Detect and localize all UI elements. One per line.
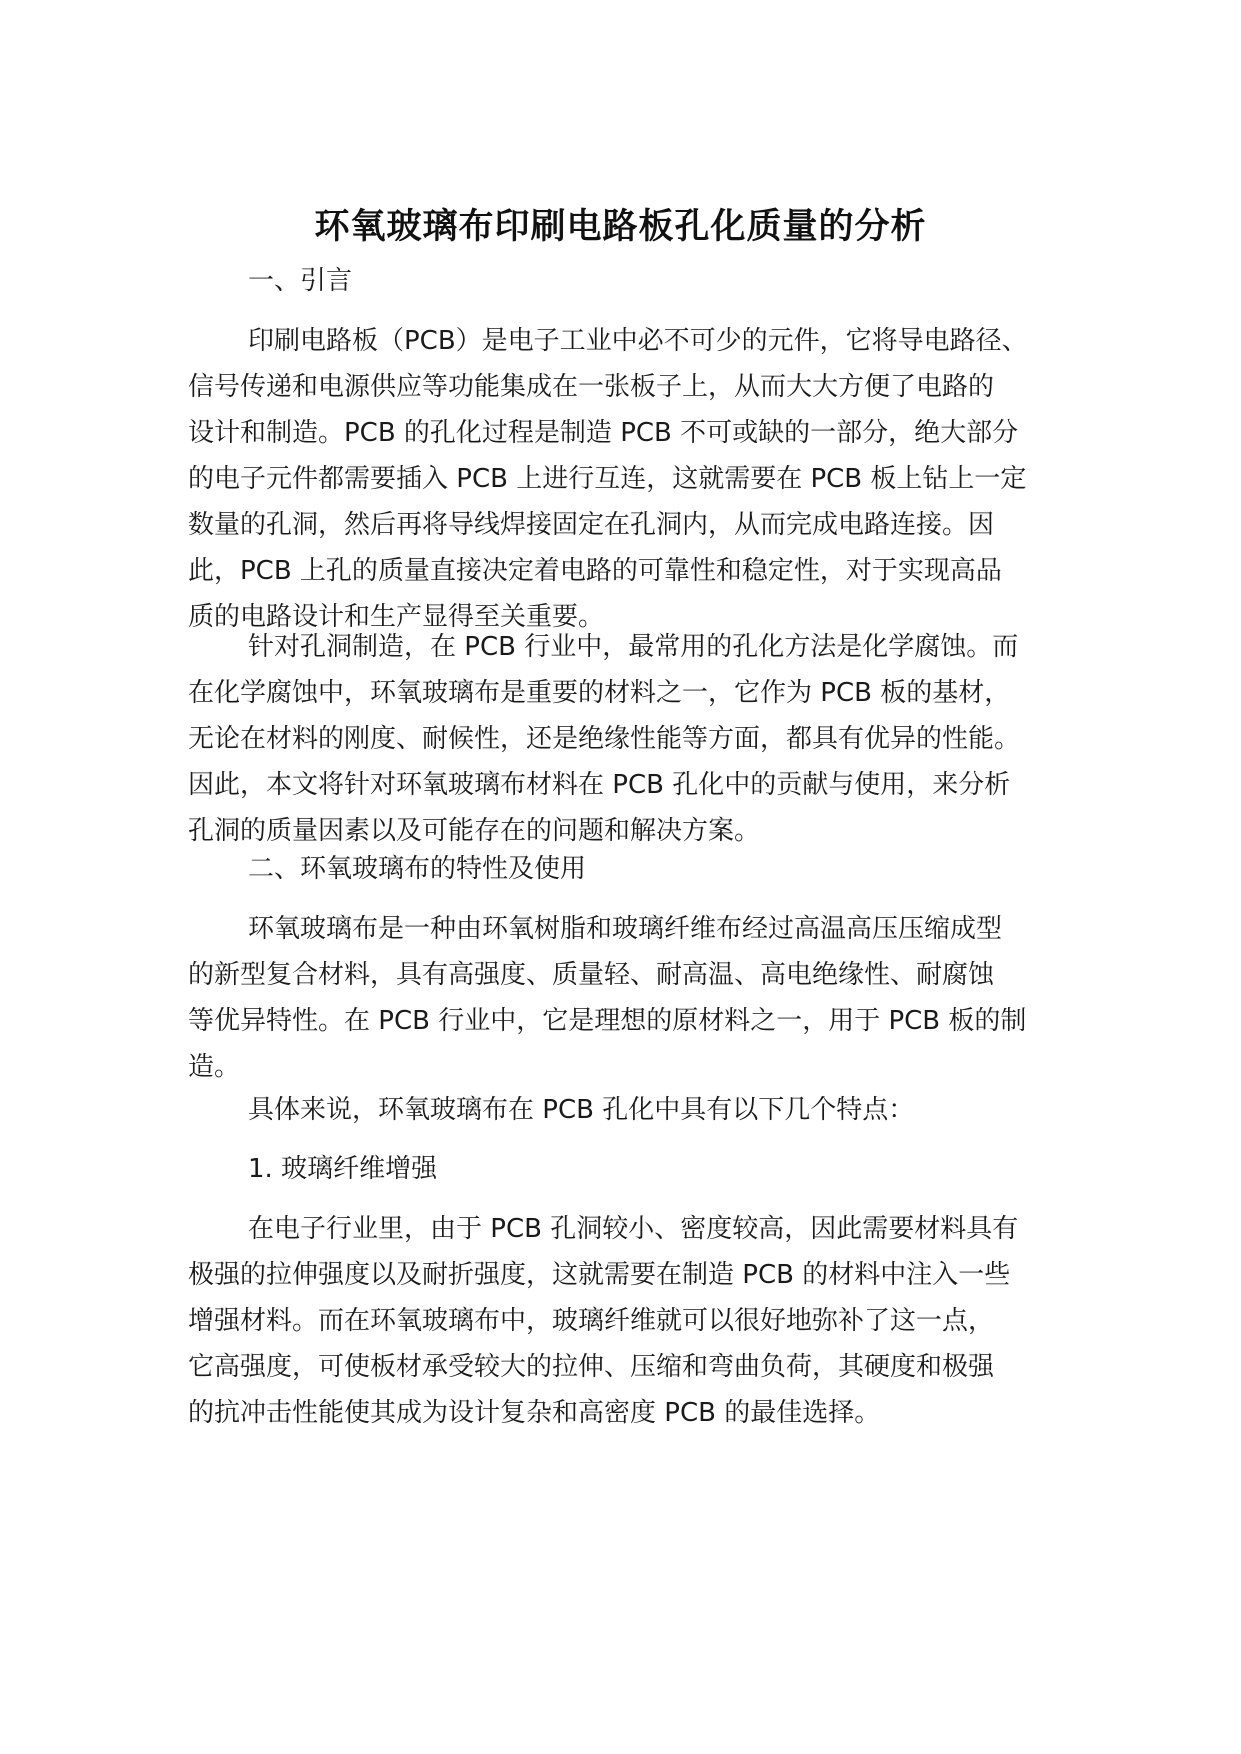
text-line: 印刷电路板（PCB）是电子工业中必不可少的元件，它将导电路径、	[248, 326, 1028, 356]
text-line: 它高强度，可使板材承受较大的拉伸、压缩和弯曲负荷，其硬度和极强	[188, 1352, 995, 1382]
text-line: 等优异特性。在 PCB 行业中，它是理想的原材料之一，用于 PCB 板的制	[188, 1006, 1027, 1036]
text-line: 数量的孔洞，然后再将导线焊接固定在孔洞内，从而完成电路连接。因	[188, 510, 995, 540]
text-line: 一、引言	[248, 266, 353, 296]
section-heading-properties	[188, 846, 1068, 892]
text-line: 的电子元件都需要插入 PCB 上进行互连，这就需要在 PCB 板上钻上一定	[188, 464, 1027, 494]
text-line: 信号传递和电源供应等功能集成在一张板子上，从而大大方便了电路的	[188, 372, 995, 402]
text-line: 此，PCB 上孔的质量直接决定着电路的可靠性和稳定性，对于实现高品	[188, 556, 1002, 586]
text-line: 质的电路设计和生产显得至关重要。	[188, 602, 605, 632]
text-line: 孔洞的质量因素以及可能存在的问题和解决方案。	[188, 816, 761, 846]
paragraph	[188, 906, 1068, 1090]
text-line: 在电子行业里，由于 PCB 孔洞较小、密度较高，因此需要材料具有	[248, 1214, 1019, 1244]
text-line: 增强材料。而在环氧玻璃布中，玻璃纤维就可以很好地弥补了这一点，	[188, 1306, 995, 1336]
text-line: 环氧玻璃布是一种由环氧树脂和玻璃纤维布经过高温高压压缩成型	[248, 914, 1003, 944]
text-line: 极强的拉伸强度以及耐折强度，这就需要在制造 PCB 的材料中注入一些	[188, 1260, 1011, 1290]
section-heading-introduction	[188, 258, 1068, 304]
paragraph	[188, 1206, 1068, 1436]
text-line: 针对孔洞制造，在 PCB 行业中，最常用的孔化方法是化学腐蚀。而	[248, 632, 1019, 662]
text-line: 二、环氧玻璃布的特性及使用	[248, 854, 587, 884]
text-line: 的抗冲击性能使其成为设计复杂和高密度 PCB 的最佳选择。	[188, 1398, 881, 1428]
document-title: 环氧玻璃布印刷电路板孔化质量的分析	[314, 207, 927, 248]
text-line: 1. 玻璃纤维增强	[248, 1154, 438, 1184]
paragraph	[188, 624, 1068, 854]
subsection-heading-glass-fiber	[188, 1146, 1068, 1192]
paragraph	[188, 1087, 1068, 1133]
text-line: 在化学腐蚀中，环氧玻璃布是重要的材料之一，它作为 PCB 板的基材，	[188, 678, 1011, 708]
text-line: 因此，本文将针对环氧玻璃布材料在 PCB 孔化中的贡献与使用，来分析	[188, 770, 1011, 800]
text-line: 具体来说，环氧玻璃布在 PCB 孔化中具有以下几个特点：	[248, 1095, 915, 1125]
text-line: 设计和制造。PCB 的孔化过程是制造 PCB 不可或缺的一部分，绝大部分	[188, 418, 1019, 448]
text-line: 造。	[188, 1052, 241, 1082]
text-line: 无论在材料的刚度、耐候性，还是绝缘性能等方面，都具有优异的性能。	[188, 724, 1021, 754]
text-line: 的新型复合材料，具有高强度、质量轻、耐高温、高电绝缘性、耐腐蚀	[188, 960, 995, 990]
paragraph	[188, 318, 1068, 640]
